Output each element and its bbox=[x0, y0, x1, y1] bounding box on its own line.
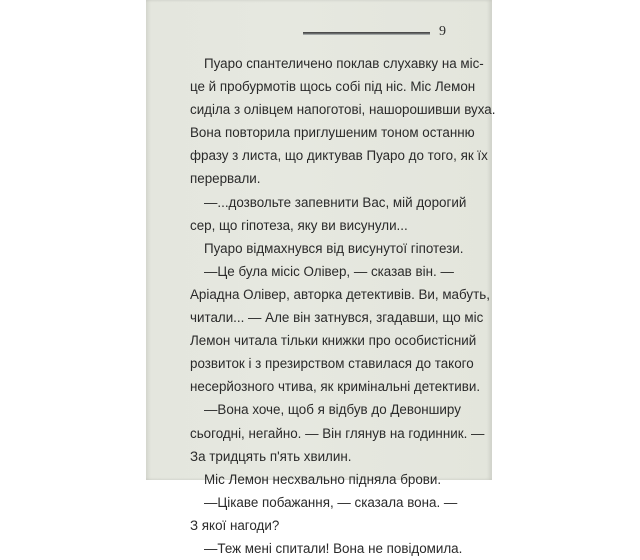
text-line: —Це була місіс Олівер, — сказав він. — bbox=[204, 263, 454, 279]
text-line: читали... — Але він затнувся, згадавши, що міс bbox=[190, 310, 484, 326]
text-line: З якої нагоди? bbox=[190, 517, 280, 533]
text-line: —Теж мені спитали! Вона не повідомила. bbox=[204, 540, 463, 556]
book-page bbox=[146, 0, 496, 556]
text-line: сиділа з олівцем напоготові, нашорошивши вуха. bbox=[190, 102, 496, 118]
text-line: Пуаро спантеличено поклав слухавку на міс- bbox=[204, 56, 484, 71]
header-rule bbox=[303, 32, 430, 35]
text-line: несерйозного чтива, як кримінальні детективи. bbox=[190, 379, 481, 395]
text-line: —...дозвольте запевнити Вас, мій дорогий bbox=[204, 194, 467, 210]
text-line: Вона повторила приглушеним тоном останню bbox=[190, 125, 475, 141]
text-line: сер, що гіпотеза, яку ви висунули... bbox=[190, 217, 408, 233]
text-line: —Цікаве побажання, — сказала вона. — bbox=[204, 494, 458, 510]
page-number: 9 bbox=[439, 24, 446, 39]
text-line: Аріадна Олівер, авторка детективів. Ви, мабуть, bbox=[190, 286, 490, 302]
text-line: Пуаро відмахнувся від висунутої гіпотези. bbox=[204, 240, 464, 256]
text-line: За тридцять п'ять хвилин. bbox=[190, 448, 352, 464]
text-line: це й пробурмотів щось собі під ніс. Міс Лемон bbox=[190, 79, 476, 95]
text-line: Лемон читала тільки книжки про особистісний bbox=[190, 333, 477, 349]
page-header bbox=[303, 22, 463, 42]
text-line: фразу з листа, що диктував Пуаро до того, як їх bbox=[190, 148, 488, 164]
text-line: сьогодні, негайно. — Він глянув на годинник. — bbox=[190, 425, 485, 441]
text-line: розвиток і з презирством ставилася до такого bbox=[190, 356, 474, 372]
text-line: Міс Лемон несхвально підняла брови. bbox=[204, 471, 442, 487]
body-text bbox=[190, 52, 496, 560]
text-line: перервали. bbox=[190, 171, 261, 187]
text-line: —Вона хоче, щоб я відбув до Девонширу bbox=[204, 402, 461, 418]
